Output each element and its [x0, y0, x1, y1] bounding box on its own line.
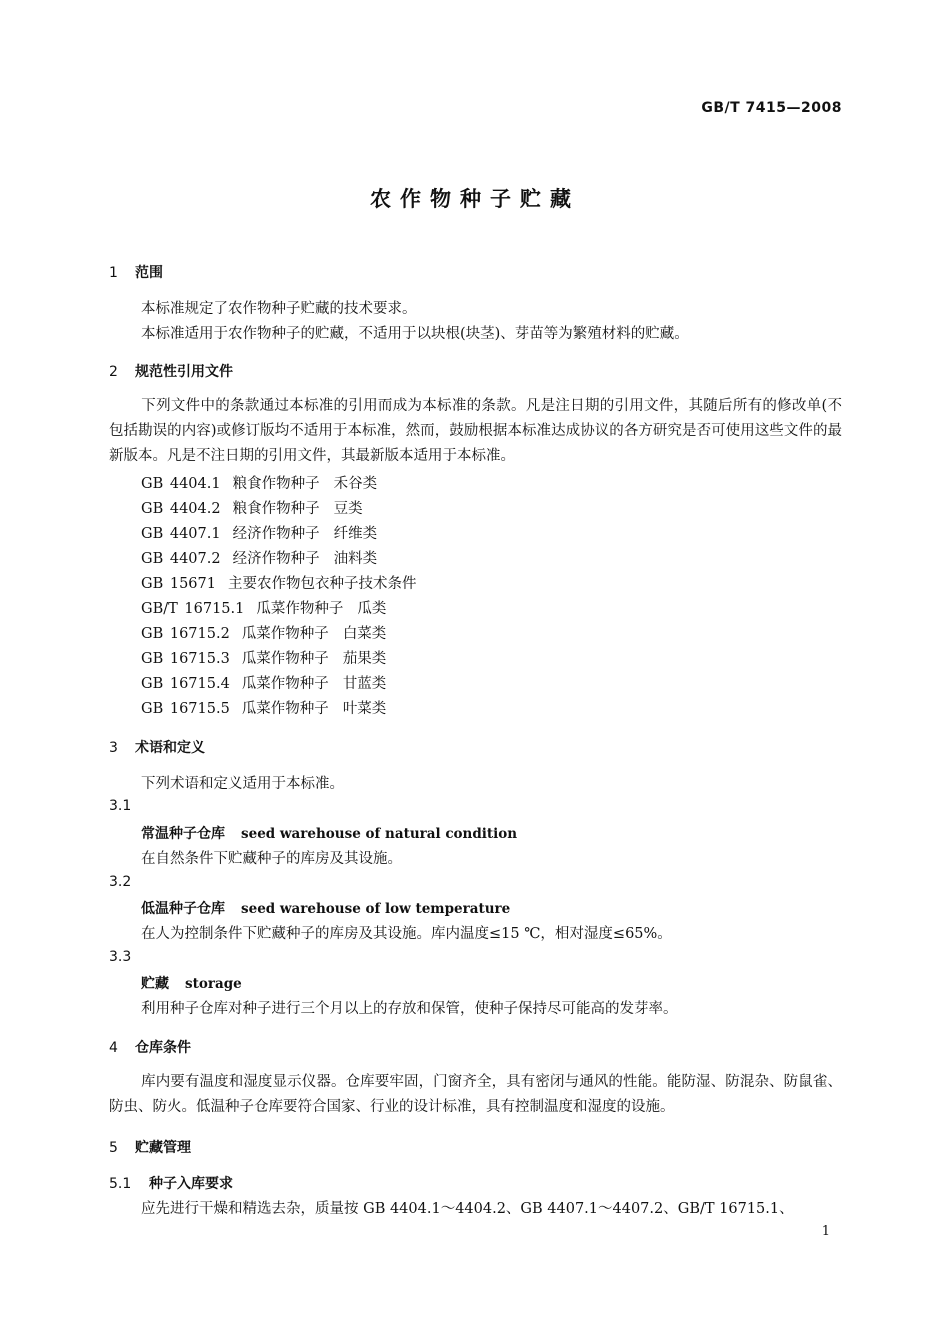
section-5-heading: 5 贮藏管理 [109, 1140, 191, 1156]
document-title: 农作物种子贮藏 [370, 187, 580, 211]
reference-item: GB 16715.2 瓜菜作物种子 白菜类 [141, 626, 387, 642]
section-3-heading: 3 术语和定义 [109, 740, 205, 756]
section-5-1-heading: 5.1 种子入库要求 [109, 1176, 233, 1192]
section-1-paragraph-2: 本标准适用于农作物种子的贮藏，不适用于以块根(块茎)、芽苗等为繁殖材料的贮藏。 [141, 326, 689, 342]
section-2-intro: 下列文件中的条款通过本标准的引用而成为本标准的条款。凡是注日期的引用文件，其随后所有的修改单(不包括勘误的内容)或修订版均不适用于本标准，然而，鼓励根据本标准达成协议的各方研究是否可使用这些文件的最新版本。凡是不注日期的引用文件，其最新版本适用于本标准。 [109, 398, 842, 464]
term-number: 3.3 [109, 949, 132, 965]
reference-item: GB 15671 主要农作物包衣种子技术条件 [141, 576, 417, 592]
section-3-intro: 下列术语和定义适用于本标准。 [141, 776, 344, 792]
reference-item: GB 16715.5 瓜菜作物种子 叶菜类 [141, 701, 387, 717]
reference-item: GB 16715.3 瓜菜作物种子 茄果类 [141, 651, 387, 667]
section-2-heading: 2 规范性引用文件 [109, 364, 233, 380]
reference-item: GB 4407.2 经济作物种子 油料类 [141, 551, 378, 567]
term-heading: 低温种子仓库 seed warehouse of low temperature [141, 901, 511, 917]
page-number: 1 [821, 1224, 830, 1239]
term-definition: 在人为控制条件下贮藏种子的库房及其设施。库内温度≤15 ℃，相对湿度≤65%。 [141, 926, 672, 942]
term-heading: 常温种子仓库 seed warehouse of natural condition [141, 826, 518, 842]
section-4-paragraph: 库内要有温度和湿度显示仪器。仓库要牢固，门窗齐全，具有密闭与通风的性能。能防湿、防混杂、防鼠雀、防虫、防火。低温种子仓库要符合国家、行业的设计标准，具有控制温度和湿度的设施。 [109, 1074, 842, 1115]
reference-item: GB 4404.1 粮食作物种子 禾谷类 [141, 476, 378, 492]
section-5-1-paragraph: 应先进行干燥和精选去杂，质量按 GB 4404.1～4404.2、GB 4407.1～4407.2、GB/T 16715.1、 [141, 1201, 794, 1217]
term-number: 3.2 [109, 874, 132, 890]
reference-item: GB 4407.1 经济作物种子 纤维类 [141, 526, 378, 542]
section-4-heading: 4 仓库条件 [109, 1040, 191, 1056]
reference-item: GB 16715.4 瓜菜作物种子 甘蓝类 [141, 676, 387, 692]
reference-item: GB 4404.2 粮食作物种子 豆类 [141, 501, 363, 517]
reference-item: GB/T 16715.1 瓜菜作物种子 瓜类 [141, 601, 387, 617]
term-heading: 贮藏 storage [141, 976, 242, 992]
term-number: 3.1 [109, 798, 132, 814]
section-1-paragraph-1: 本标准规定了农作物种子贮藏的技术要求。 [141, 301, 417, 317]
section-1-heading: 1 范围 [109, 265, 163, 281]
term-definition: 利用种子仓库对种子进行三个月以上的存放和保管，使种子保持尽可能高的发芽率。 [141, 1001, 678, 1017]
term-definition: 在自然条件下贮藏种子的库房及其设施。 [141, 851, 402, 867]
standard-number: GB/T 7415—2008 [701, 100, 842, 116]
